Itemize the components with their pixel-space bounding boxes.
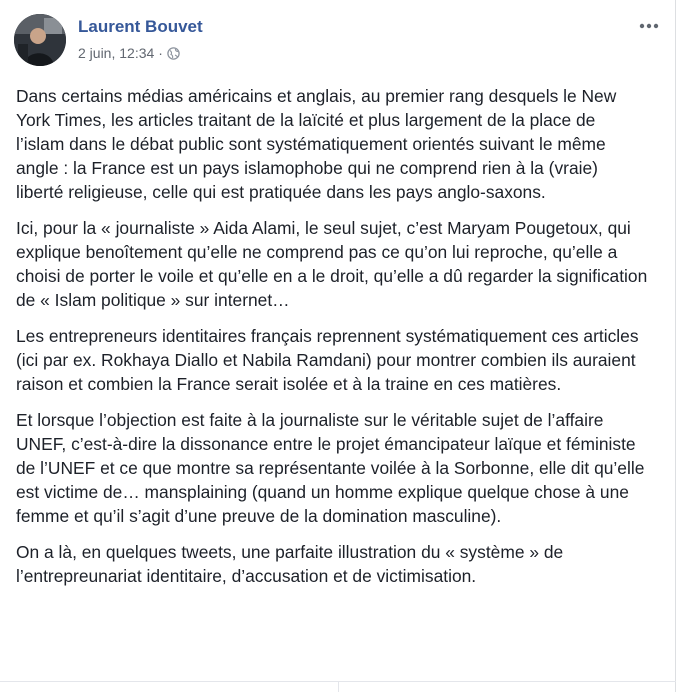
author-avatar[interactable] — [14, 14, 66, 66]
avatar-photo-icon — [14, 14, 66, 66]
post-timestamp[interactable]: 2 juin, 12:34 — [78, 45, 155, 61]
post-body — [16, 84, 648, 600]
footer-segment — [0, 682, 339, 692]
meta-separator: · — [158, 45, 163, 61]
post-paragraph: Et lorsque l’objection est faite à la journaliste sur le véritable sujet de l’affaire UNEF, c’est-à-dire la dissonance entre le projet émancipateur laïque et féministe de l’UNEF et ce que montre sa représentante voilée à la Sorbonne, elle dit qu’elle est victime de… mansplaining (quand un homme explique quelque chose à une femme et qu’il s’agit d’une preuve de la domination masculine). — [16, 410, 645, 526]
post-paragraph: On a là, en quelques tweets, une parfaite illustration du « système » de l’entrepreunariat identitaire, d’accusation et de victimisation. — [16, 542, 564, 586]
post-footer-bar — [0, 681, 676, 692]
more-options-icon[interactable] — [637, 16, 661, 36]
post-paragraph: Ici, pour la « journaliste » Aida Alami, le seul sujet, c’est Maryam Pougetoux, qui explique benoîtement qu’elle ne comprend pas ce qu’on lui reproche, qu’elle a choisi de porter le voile et qu’elle en a le droit, qu’elle a dû regarder la signification de « Islam politique » sur internet… — [16, 218, 648, 310]
footer-segment — [339, 682, 677, 692]
post-meta — [78, 45, 180, 61]
post-header — [14, 14, 665, 70]
post-paragraph: Dans certains médias américains et anglais, au premier rang desquels le New York Times, les articles traitant de la laïcité et plus largement de la place de l’islam dans le débat public sont systématiquement orientés suivant le même angle : la France est un pays islamophobe qui ne comprend rien à la (vraie) liberté religieuse, celle qui est pratiquée dans les pays anglo-saxons. — [16, 86, 617, 202]
author-name-link[interactable]: Laurent Bouvet — [78, 17, 203, 36]
globe-icon[interactable] — [167, 47, 180, 60]
post-paragraph: Les entrepreneurs identitaires français reprennent systématiquement ces articles (ici par ex. Rokhaya Diallo et Nabila Ramdani) pour montrer combien ils auraient raison et combien la France serait isolée et à la traine en ces matières. — [16, 326, 639, 394]
